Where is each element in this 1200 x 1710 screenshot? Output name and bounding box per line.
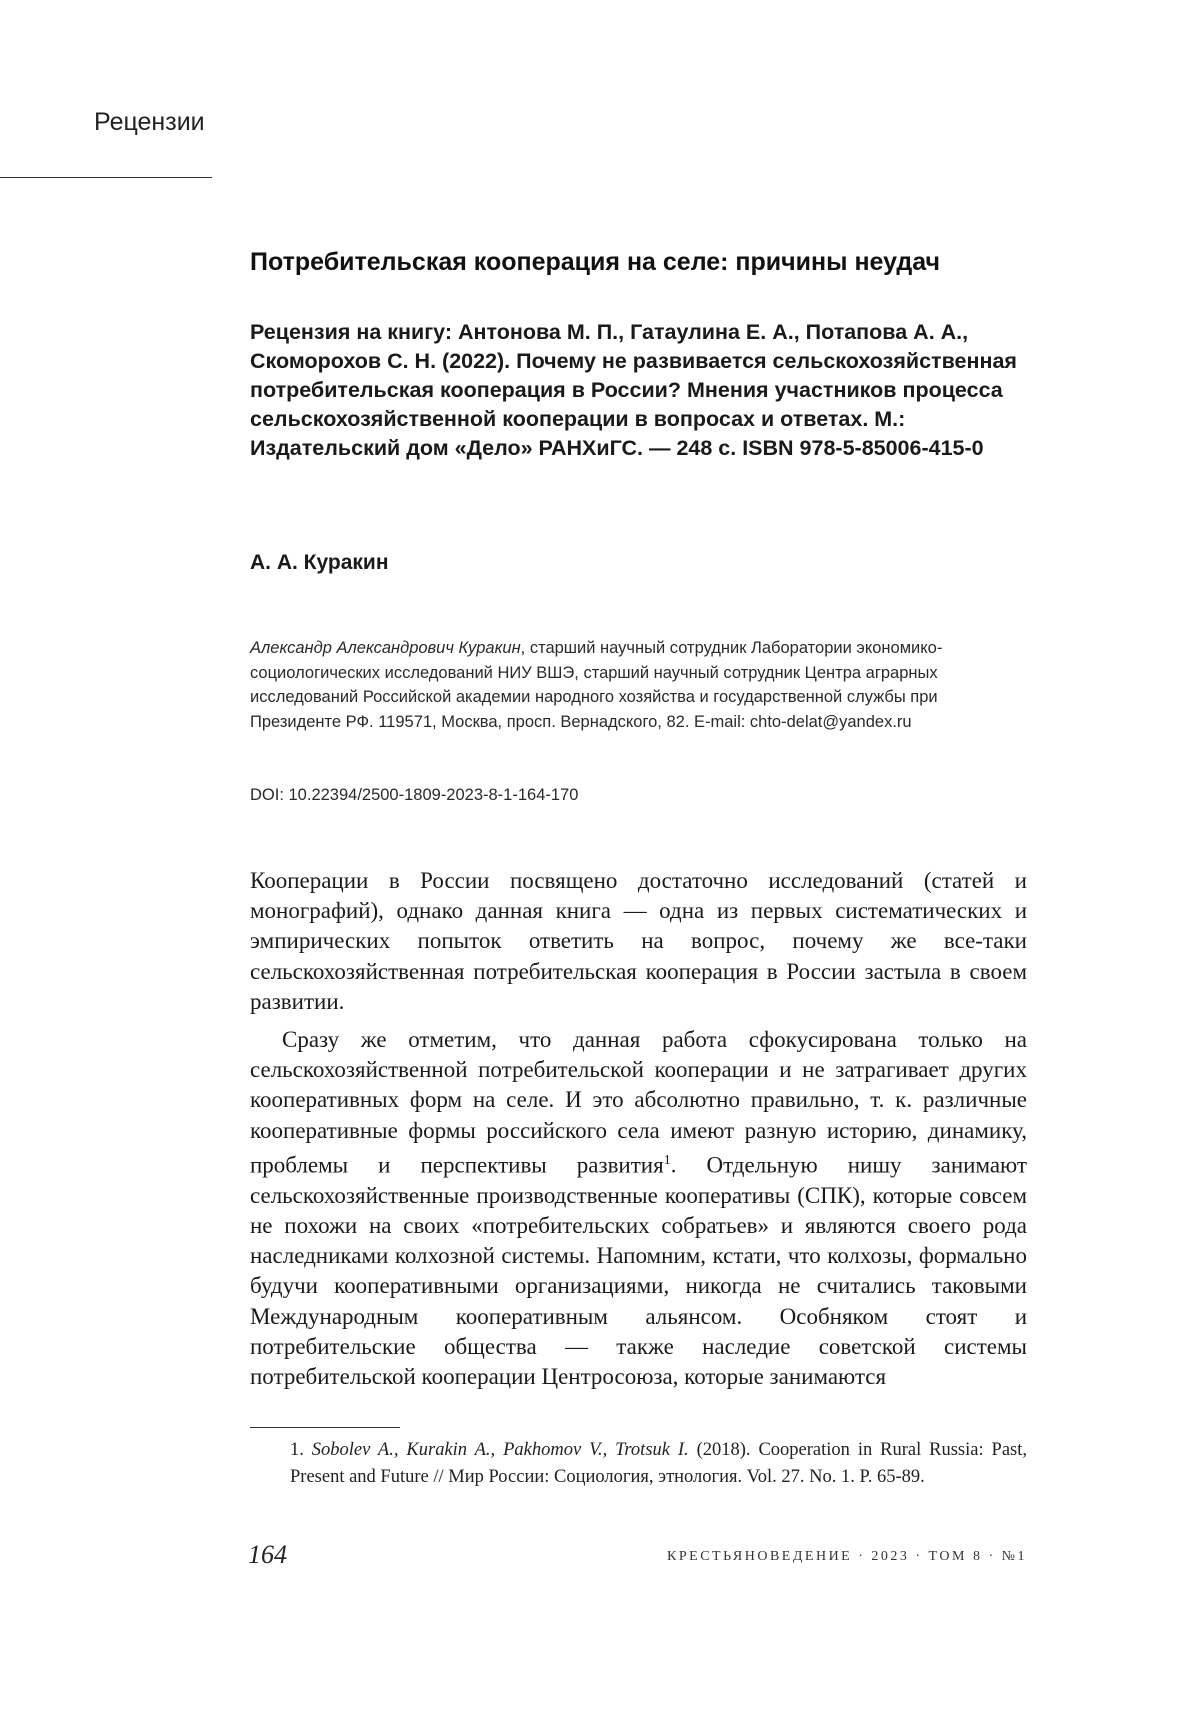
paragraph-text: Сразу же отметим, что данная работа сфокусирована только на сельскохозяйственной потребительской кооперации и не затрагивает других кооперативных форм на селе. И это абсолютно правильно, т. к. различные кооперативные формы российского села имеют разную историю, динамику, проблемы и перспективы развития (250, 1027, 1027, 1177)
affiliation-author-name: Александр Александрович Куракин (250, 639, 521, 657)
footnote-reference[interactable]: 1 (664, 1153, 671, 1168)
body-paragraph (250, 1025, 1027, 1392)
author-name: А. А. Куракин (250, 549, 1027, 577)
footnote-number: 1. (290, 1440, 304, 1460)
footnote-divider (250, 1427, 400, 1428)
page-number: 164 (248, 1540, 287, 1570)
author-affiliation (250, 636, 1027, 734)
article-subtitle: Рецензия на книгу: Антонова М. П., Гатаулина Е. А., Потапова А. А., Скоморохов С. Н. (2022). Почему не развивается сельскохозяйственная потребительская кооперация в России? Мнения участников процесса сельскохозяйственной кооперации в вопросах и ответах. М.: Издательский дом «Дело» РАНХиГС. — 248 с. ISBN 978-5-85006-415-0 (250, 318, 1027, 463)
journal-footer: КРЕСТЬЯНОВЕДЕНИЕ · 2023 · ТОМ 8 · №1 (667, 1549, 1027, 1565)
paragraph-text: . Отдельную нишу занимают сельскохозяйственные производственные кооперативы (СПК), которые совсем не похожи на своих «потребительских собратьев» и являются своего рода наследниками колхозной системы. Напомним, кстати, что колхозы, формально будучи кооперативными организациями, никогда не считались таковыми Международным кооперативным альянсом. Особняком стоят и потребительские общества — также наследие советской системы потребительской кооперации Центросоюза, которые занимаются (250, 1152, 1027, 1388)
article-body (250, 866, 1027, 1392)
footnote-text: (2018). Cooperation in Rural Russia: Past, Present and Future // Мир России: Социология, этнология. Vol. 27. No. 1. P. 65-89. (290, 1440, 1027, 1487)
footnote-authors: Sobolev A., Kurakin A., Pakhomov V., Trotsuk I. (312, 1440, 689, 1460)
section-label: Рецензии (94, 108, 205, 137)
footnote (290, 1437, 1027, 1491)
body-paragraph: Кооперации в России посвящено достаточно исследований (статей и монографий), однако данная книга — одна из первых систематических и эмпирических попыток ответить на вопрос, почему же все-таки сельскохозяйственная потребительская кооперация в России застыла в своем развитии. (250, 866, 1027, 1017)
doi: DOI: 10.22394/2500-1809-2023-8-1-164-170 (250, 783, 1027, 807)
section-divider (0, 177, 212, 178)
article-title: Потребительская кооперация на селе: причины неудач (250, 246, 1027, 279)
affiliation-text: , старший научный сотрудник Лаборатории экономико-социологических исследований НИУ ВШЭ, старший научный сотрудник Центра аграрных исследований Российской академии народного хозяйства и государственной службы при Президенте РФ. 119571, Москва, просп. Вернадского, 82. E-mail: chto-delat@yandex.ru (250, 639, 942, 731)
